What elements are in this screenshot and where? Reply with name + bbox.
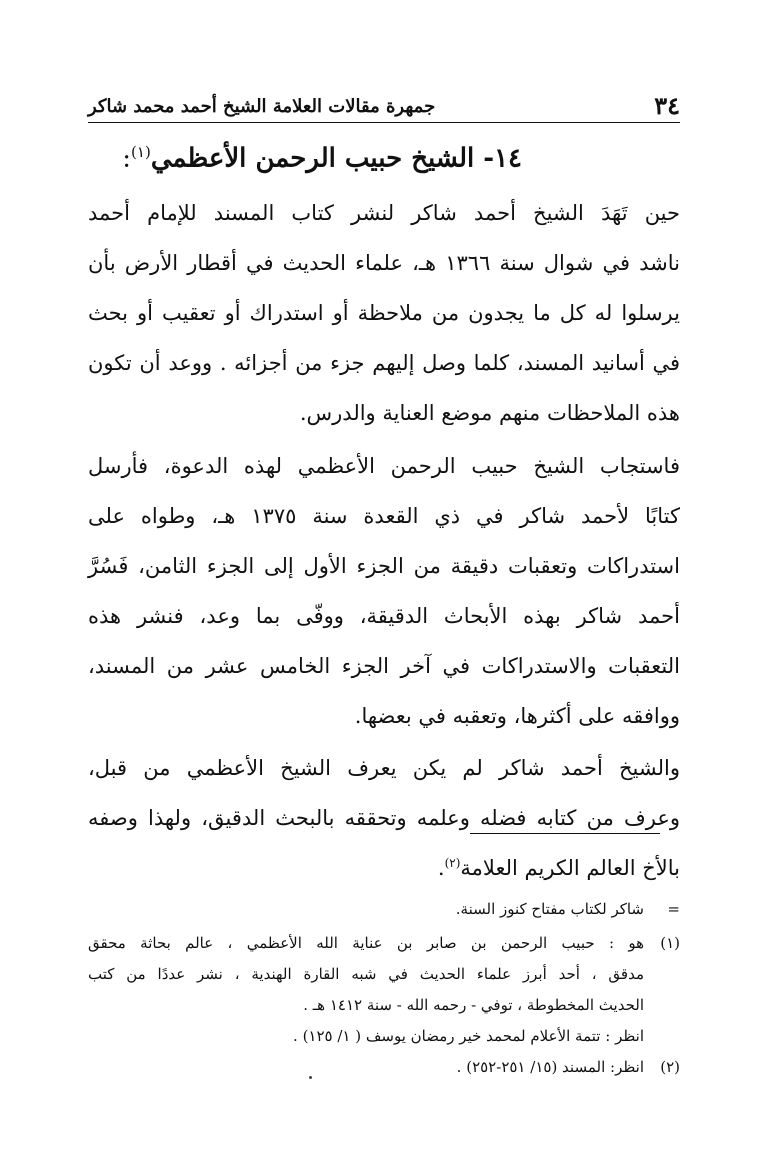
paragraph-1-line-1: حين تَهَدَ الشيخ أحمد شاكر لنشر كتاب المسند للإمام أحمد (88, 201, 680, 225)
paragraph-3-line-3 (88, 844, 680, 892)
page-number: ٣٤ (654, 91, 680, 120)
continuation-text: شاكر لكتاب مفتاح كنوز السنة. (455, 900, 644, 918)
page-header (88, 78, 680, 118)
footnote-1-text-2: مدقق ، أحد أبرز علماء الحديث في شبه القارة الهندية ، نشر عددًا من كتب (88, 965, 644, 983)
section-title-colon: : (122, 143, 132, 174)
footnote-continuation (88, 895, 680, 923)
footnote-2-marker: (٢) (660, 1058, 680, 1076)
paragraph-3-line-2: وعرف من كتابه فضله وعلمه وتحققه بالبحث الدقيق، ولهذا وصفه (88, 806, 680, 830)
footnote-ref-1[interactable]: (١) (131, 143, 151, 161)
paragraph-2-line-3: استدراكات وتعقبات دقيقة من الجزء الأول إلى الجزء الثامن، فَسُرَّ (88, 554, 680, 578)
section-title (122, 143, 522, 174)
paragraph-3-line-1: والشيخ أحمد شاكر لم يكن يعرف الشيخ الأعظمي من قبل، (88, 756, 680, 780)
paragraph-2-line-6: ووافقه على أكثرها، وتعقبه في بعضها. (354, 704, 680, 728)
paragraph-3-line-3-end: . (437, 856, 445, 880)
paragraph-1-line-2: ناشد في شوال سنة ١٣٦٦ هـ، علماء الحديث في أقطار الأرض بأن (88, 251, 680, 275)
running-title: جمهرة مقالات العلامة الشيخ أحمد محمد شاكر (88, 96, 436, 117)
continuation-marker: = (667, 900, 680, 918)
footnote-ref-2[interactable]: (٢) (444, 856, 461, 870)
paragraph-1-line-4: في أسانيد المسند، كلما وصل إليهم جزء من أجزائه . ووعد أن تكون (88, 351, 680, 375)
paragraph-2-line-2: كتابًا لأحمد شاكر في ذي القعدة سنة ١٣٧٥ هـ، وطواه على (88, 504, 681, 528)
footnote-1-source: انظر : تتمة الأعلام لمحمد خير رمضان يوسف ( ١/ ١٢٥) . (293, 1027, 644, 1045)
footnote-1-marker: (١) (660, 934, 680, 952)
paragraph-2-line-5: التعقبات والاستدراكات في آخر الجزء الخامس عشر من المسند، (88, 654, 680, 678)
paragraph-2-line-1: فاستجاب الشيخ حبيب الرحمن الأعظمي لهذه الدعوة، فأرسل (88, 454, 680, 478)
stray-dot (309, 1076, 312, 1079)
footnote-1-text-3: الحديث المخطوطة ، توفي - رحمه الله - سنة ١٤١٢ هـ . (303, 996, 644, 1014)
footnote-2-text: انظر: المسند (١٥/ ٢٥١-٢٥٢) . (456, 1058, 644, 1076)
footnote-1-reference (88, 1022, 680, 1050)
paragraph-1-line-5: هذه الملاحظات منهم موضع العناية والدرس. (299, 401, 680, 425)
footnote-1-line-1 (88, 929, 680, 957)
section-title-text: ١٤- الشيخ حبيب الرحمن الأعظمي (150, 143, 522, 174)
paragraph-2-line-4: أحمد شاكر بهذه الأبحاث الدقيقة، ووفّى بما وعد، فنشر هذه (88, 604, 680, 628)
header-rule (88, 122, 680, 123)
footnote-1-line-2 (88, 960, 680, 988)
footnote-2 (88, 1053, 680, 1081)
paragraph-3-line-3-text: بالأخ العالم الكريم العلامة (460, 856, 680, 880)
footnote-1-text-1: هو : حبيب الرحمن بن صابر بن عناية الله الأعظمي ، عالم بحاثة محقق (88, 934, 644, 952)
paragraph-1-line-3: يرسلوا له كل ما يجدون من ملاحظة أو استدراك أو تعقيب أو بحث (88, 301, 680, 325)
footnote-1-line-3 (88, 991, 680, 1019)
footnote-rule (470, 833, 660, 834)
